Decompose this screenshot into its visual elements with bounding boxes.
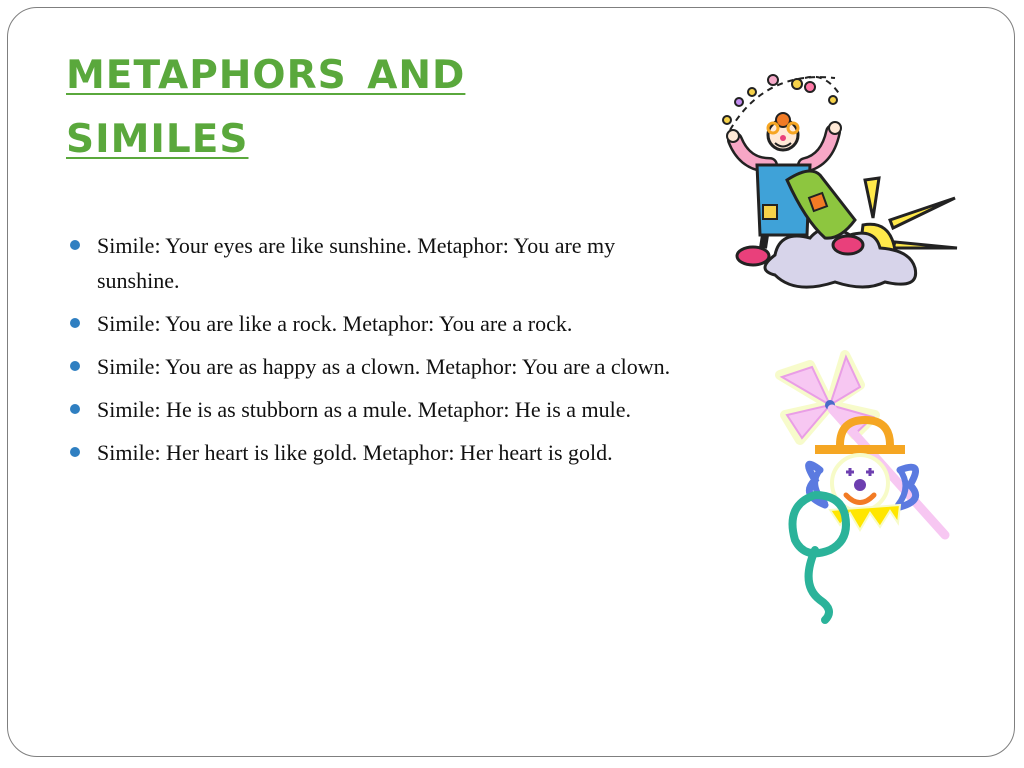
bullet-item: Simile: Her heart is like gold. Metaphor: Her heart is gold. [70,435,675,470]
bullet-list [70,228,675,478]
bullet-dot [70,404,80,414]
bullet-item: Simile: He is as stubborn as a mule. Metaphor: He is a mule. [70,392,675,427]
bullet-dot [70,447,80,457]
bullet-dot [70,240,80,250]
bullet-item: Simile: You are as happy as a clown. Metaphor: You are a clown. [70,349,675,384]
pinwheel-clown-image [760,345,960,625]
bullet-item: Simile: You are like a rock. Metaphor: You are a rock. [70,306,675,341]
bullet-dot [70,318,80,328]
bullet-item: Simile: Your eyes are like sunshine. Metaphor: You are my sunshine. [70,228,675,298]
bullet-dot [70,361,80,371]
slide-title: metaphors and similes [66,37,466,166]
juggling-clown-image [715,70,965,295]
